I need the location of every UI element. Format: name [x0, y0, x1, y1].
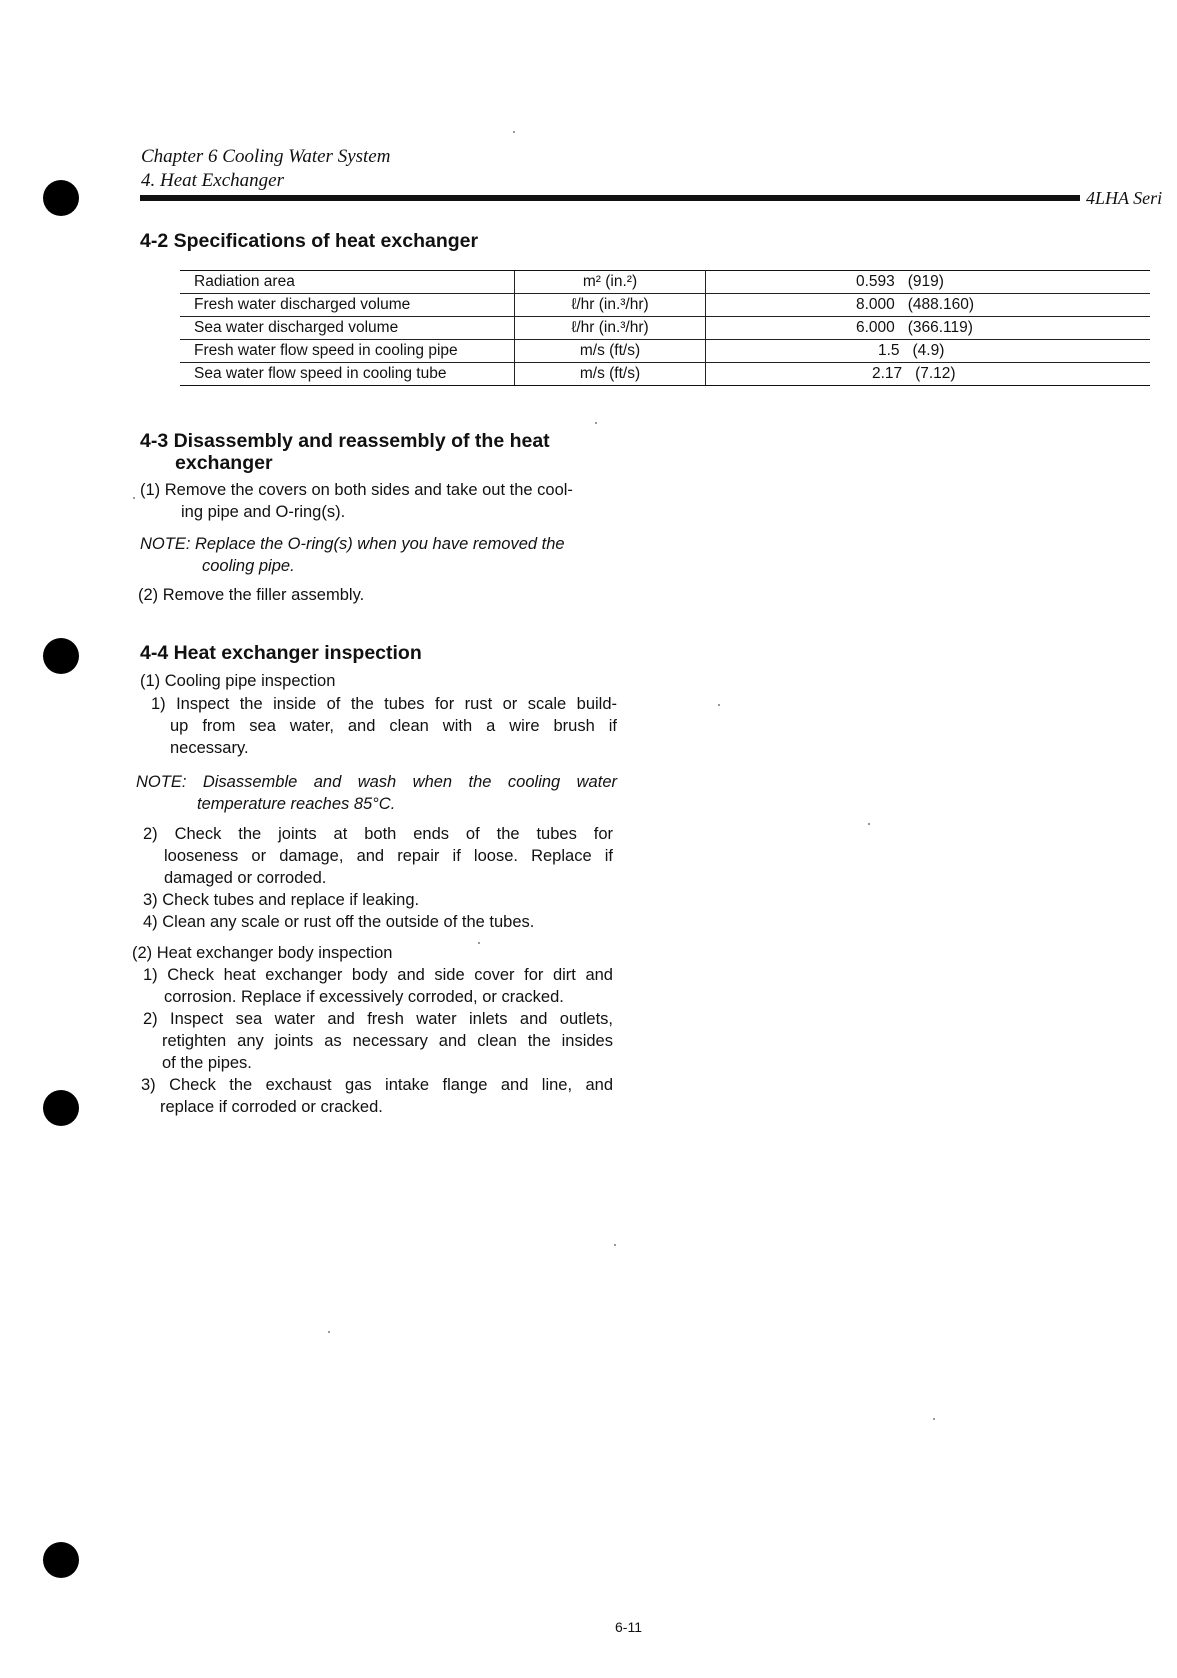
table-row — [180, 271, 1150, 294]
spec-value-imperial: (366.119) — [907, 319, 973, 336]
spec-table — [180, 270, 1150, 386]
spec-value-cell — [706, 294, 1151, 317]
spec-value-imperial: (4.9) — [912, 342, 945, 359]
table-row — [180, 363, 1150, 386]
inspection-2-item-1: 1) Check heat exchanger body and side cover for dirt and — [143, 966, 613, 984]
inspection-1-item-1-cont: up from sea water, and clean with a wire brush if — [170, 717, 617, 735]
inspection-heading: 4-4 Heat exchanger inspection — [140, 642, 422, 664]
scan-speck — [868, 823, 870, 825]
inspection-2-item-2-cont: retighten any joints as necessary and clean the insides — [162, 1032, 613, 1050]
spec-unit: m² (in.²) — [515, 271, 706, 294]
scan-speck — [513, 131, 515, 133]
binder-hole-4 — [43, 1542, 79, 1578]
scan-speck — [595, 422, 597, 424]
inspection-1-item-3: 3) Check tubes and replace if leaking. — [143, 891, 420, 909]
inspection-1-item-1: 1) Inspect the inside of the tubes for rust or scale build- — [151, 695, 617, 713]
disassembly-note-cont: cooling pipe. — [202, 557, 295, 575]
spec-unit: m/s (ft/s) — [515, 340, 706, 363]
spec-value-imperial: (488.160) — [907, 296, 975, 313]
inspection-part-1-title: (1) Cooling pipe inspection — [140, 672, 336, 690]
inspection-note-cont: temperature reaches 85°C. — [197, 795, 396, 813]
inspection-note: NOTE: Disassemble and wash when the cooling water — [136, 773, 617, 791]
section-title: 4. Heat Exchanger — [141, 170, 284, 191]
spec-value: 8.000 — [856, 296, 895, 313]
disassembly-heading: 4-3 Disassembly and reassembly of the heat — [140, 430, 550, 452]
chapter-title: Chapter 6 Cooling Water System — [141, 146, 391, 167]
table-row — [180, 294, 1150, 317]
spec-value-cell — [706, 317, 1151, 340]
scan-speck — [718, 704, 720, 706]
inspection-1-item-2: 2) Check the joints at both ends of the tubes for — [143, 825, 613, 843]
spec-item: Sea water flow speed in cooling tube — [180, 363, 515, 386]
scan-speck — [328, 1331, 330, 1333]
inspection-2-item-2: 2) Inspect sea water and fresh water inlets and outlets, — [143, 1010, 613, 1028]
spec-value-cell — [706, 340, 1151, 363]
table-row — [180, 340, 1150, 363]
spec-value: 0.593 — [856, 273, 895, 290]
spec-unit: ℓ/hr (in.³/hr) — [515, 294, 706, 317]
spec-value-imperial: (919) — [907, 273, 944, 290]
spec-item: Fresh water flow speed in cooling pipe — [180, 340, 515, 363]
binder-hole-1 — [43, 180, 79, 216]
disassembly-step-2: (2) Remove the filler assembly. — [138, 586, 365, 604]
disassembly-step-1-cont: ing pipe and O-ring(s). — [181, 503, 346, 521]
inspection-part-2-title: (2) Heat exchanger body inspection — [132, 944, 393, 962]
inspection-1-item-1-end: necessary. — [170, 739, 249, 757]
spec-value: 2.17 — [872, 365, 903, 382]
spec-value: 6.000 — [856, 319, 895, 336]
inspection-1-item-2-cont: looseness or damage, and repair if loose. Replace if — [164, 847, 613, 865]
table-row — [180, 317, 1150, 340]
disassembly-step-1: (1) Remove the covers on both sides and take out the cool- — [140, 481, 573, 499]
scan-speck — [614, 1244, 616, 1246]
disassembly-note: NOTE: Replace the O-ring(s) when you have removed the — [140, 535, 565, 553]
spec-item: Radiation area — [180, 271, 515, 294]
series-label: 4LHA Seri — [1086, 188, 1163, 208]
spec-item: Fresh water discharged volume — [180, 294, 515, 317]
spec-heading: 4-2 Specifications of heat exchanger — [140, 230, 479, 252]
spec-value-cell — [706, 271, 1151, 294]
spec-value-imperial: (7.12) — [915, 365, 956, 382]
spec-value: 1.5 — [878, 342, 900, 359]
spec-value-cell — [706, 363, 1151, 386]
spec-unit: m/s (ft/s) — [515, 363, 706, 386]
spec-unit: ℓ/hr (in.³/hr) — [515, 317, 706, 340]
header-rule — [140, 195, 1080, 201]
inspection-2-item-3-cont: replace if corroded or cracked. — [160, 1098, 383, 1116]
scan-speck — [933, 1418, 935, 1420]
inspection-1-item-4: 4) Clean any scale or rust off the outside of the tubes. — [143, 913, 535, 931]
inspection-2-item-1-cont: corrosion. Replace if excessively corroded, or cracked. — [164, 988, 564, 1006]
binder-hole-2 — [43, 638, 79, 674]
disassembly-heading-cont: exchanger — [175, 452, 273, 474]
scan-speck — [478, 942, 480, 944]
scan-speck — [133, 497, 135, 499]
inspection-2-item-3: 3) Check the exchaust gas intake flange and line, and — [141, 1076, 613, 1094]
inspection-2-item-2-end: of the pipes. — [162, 1054, 252, 1072]
spec-item: Sea water discharged volume — [180, 317, 515, 340]
binder-hole-3 — [43, 1090, 79, 1126]
page-number: 6-11 — [615, 1619, 642, 1635]
inspection-1-item-2-end: damaged or corroded. — [164, 869, 327, 887]
